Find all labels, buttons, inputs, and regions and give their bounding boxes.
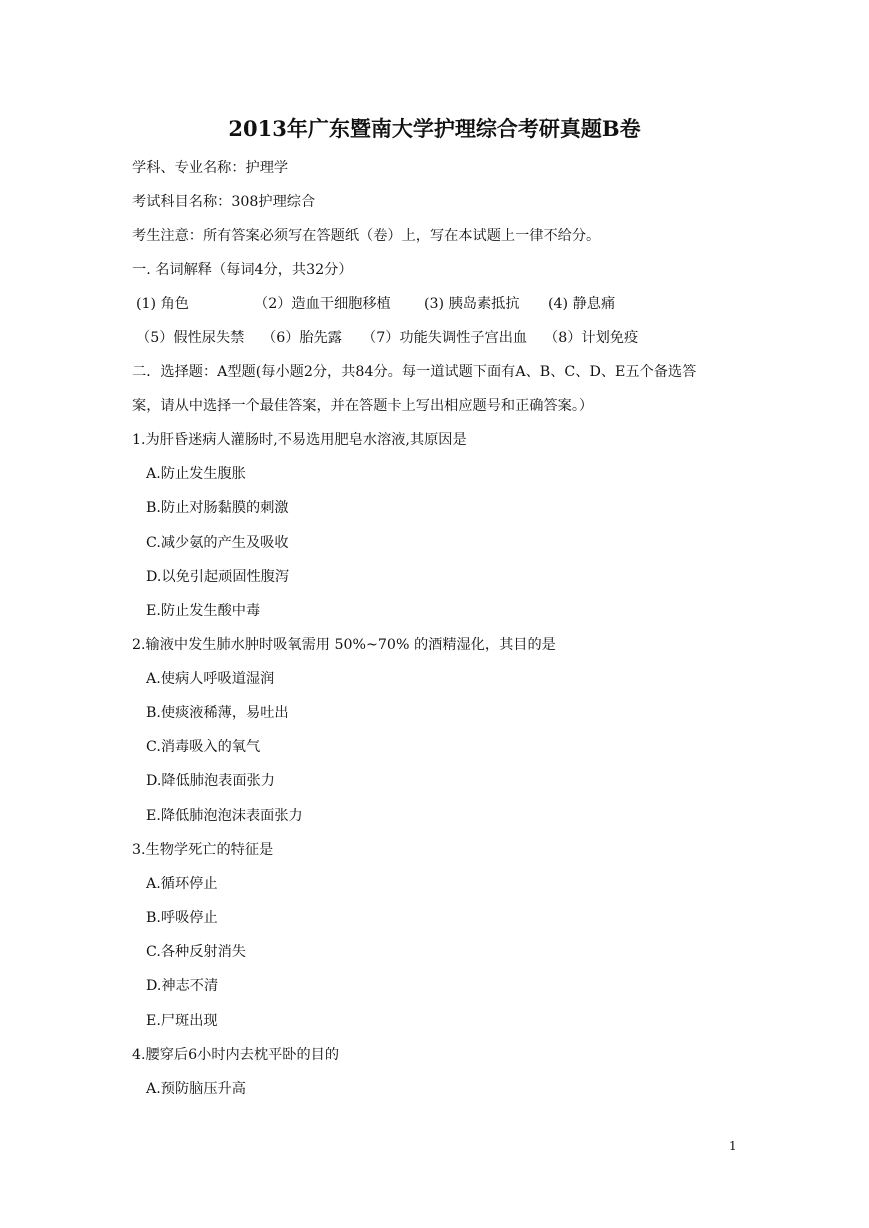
question-1-option-c: C.减少氨的产生及吸收 (146, 535, 289, 551)
question-3-option-a: A.循环停止 (146, 876, 218, 892)
question-3-option-e: E.尸斑出现 (146, 1013, 218, 1029)
question-2-option-d: D.降低肺泡表面张力 (146, 773, 275, 789)
question-4-stem: 4.腰穿后6小时内去枕平卧的目的 (132, 1047, 340, 1063)
section2-heading-line-2: 案，请从中选择一个最佳答案，并在答题卡上写出相应题号和正确答案。） (132, 398, 594, 414)
term-1: (1) 角色 (136, 296, 189, 312)
question-3-option-d: D.神志不清 (146, 978, 219, 994)
question-1-option-e: E.防止发生酸中毒 (146, 603, 261, 619)
term-2: （2）造血干细胞移植 (254, 296, 391, 312)
page-number: 1 (729, 1139, 737, 1153)
document-title: 2013年广东暨南大学护理综合考研真题B卷 (228, 116, 641, 141)
question-2-option-b: B.使痰液稀薄，易吐出 (146, 705, 289, 721)
question-3-option-b: B.呼吸停止 (146, 910, 218, 926)
question-2-stem: 2.输液中发生肺水肿时吸氧需用 50%~70% 的酒精湿化，其目的是 (132, 637, 556, 653)
question-2-option-e: E.降低肺泡泡沫表面张力 (146, 808, 303, 824)
question-1-option-d: D.以免引起顽固性腹泻 (146, 569, 290, 585)
terms-row-1 (136, 294, 615, 314)
question-1-option-b: B.防止对肠黏膜的刺激 (146, 500, 289, 516)
term-5: （5）假性尿失禁 (136, 330, 245, 346)
term-8: （8）计划免疫 (544, 330, 639, 346)
term-4: (4) 静息痛 (548, 296, 616, 312)
question-3-option-c: C.各种反射消失 (146, 944, 246, 960)
section1-heading: 一. 名词解释（每词4分，共32分） (132, 262, 353, 278)
question-1-stem: 1.为肝昏迷病人灌肠时,不易选用肥皂水溶液,其原因是 (132, 432, 467, 448)
notice-line: 考生注意：所有答案必须写在答题纸（卷）上，写在本试题上一律不给分。 (132, 228, 601, 244)
term-3: (3) 胰岛素抵抗 (424, 296, 520, 312)
question-4-option-a: A.预防脑压升高 (146, 1081, 246, 1097)
subject-line: 学科、专业名称：护理学 (132, 160, 289, 176)
question-2-option-a: A.使病人呼吸道湿润 (146, 671, 275, 687)
exam-line: 考试科目名称：308护理综合 (132, 194, 316, 210)
question-2-option-c: C.消毒吸入的氧气 (146, 739, 261, 755)
section2-heading-line-1: 二．选择题：A型题(每小题2分，共84分。每一道试题下面有A、B、C、D、E五个备选答 (132, 364, 697, 380)
question-3-stem: 3.生物学死亡的特征是 (132, 842, 274, 858)
question-1-option-a: A.防止发生腹胀 (146, 466, 246, 482)
term-7: （7）功能失调性子宫出血 (362, 330, 528, 346)
term-6: （6）胎先露 (262, 330, 342, 346)
terms-row-2 (136, 328, 638, 348)
